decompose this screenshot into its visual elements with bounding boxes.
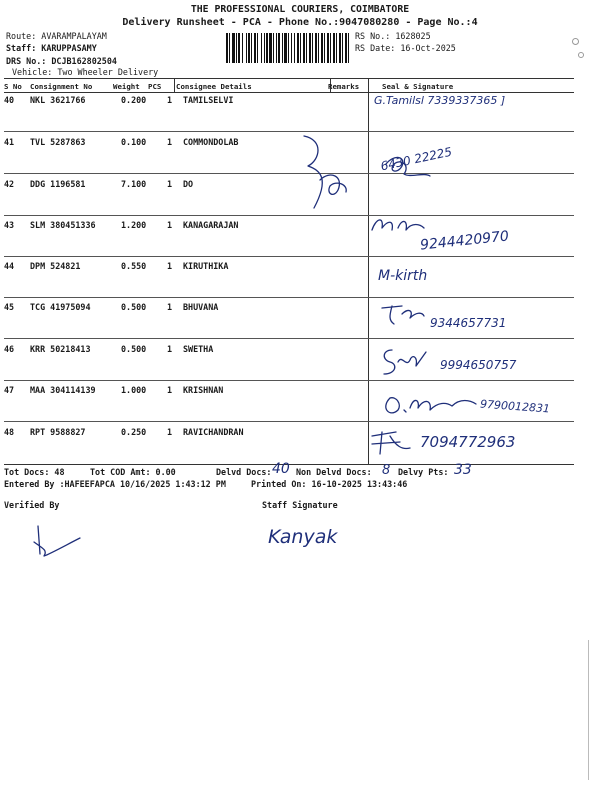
barcode: [226, 33, 350, 63]
col-header-weight: Weight: [113, 82, 140, 91]
handwritten-phone: 9790012831: [479, 397, 551, 416]
row-weight: 0.200: [121, 95, 147, 105]
row-pieces: 1: [167, 137, 173, 147]
scan-speck-icon: [572, 38, 579, 45]
vehicle-label: Vehicle: Two Wheeler Delivery: [12, 67, 159, 77]
row-serial-number: 40: [4, 95, 15, 105]
row-consignment-number: NKL 3621766: [30, 95, 86, 105]
row-serial-number: 43: [4, 220, 15, 230]
delivery-points-label: Delvy Pts:: [398, 467, 449, 477]
row-consignee-name: TAMILSELVI: [183, 95, 234, 105]
handwritten-signature-scribble: [376, 344, 436, 380]
row-consignment-number: RPT 9588827: [30, 427, 86, 437]
handwritten-remark-scribble: [290, 130, 370, 215]
row-weight: 1.200: [121, 220, 147, 230]
route-label: Route: AVARAMPALAYAM: [6, 31, 107, 41]
row-pieces: 1: [167, 179, 173, 189]
handwritten-signature-scribble: [366, 426, 416, 458]
printed-on: Printed On: 16-10-2025 13:43:46: [251, 479, 408, 489]
row-consignee-name: KIRUTHIKA: [183, 261, 229, 271]
col-header-seal-signature: Seal & Signature: [382, 82, 454, 91]
column-divider: [174, 78, 175, 92]
rs-date: RS Date: 16-Oct-2025: [355, 43, 456, 53]
row-serial-number: 48: [4, 427, 15, 437]
handwritten-signature-scribble: [368, 210, 428, 240]
row-consignee-name: RAVICHANDRAN: [183, 427, 244, 437]
handwritten-signature: M-kirth: [378, 268, 428, 284]
total-docs: Tot Docs: 48: [4, 467, 65, 477]
row-pieces: 1: [167, 427, 173, 437]
handwritten-phone: 9994650757: [440, 358, 517, 372]
scan-speck-icon: [578, 52, 584, 58]
row-weight: 0.250: [121, 427, 147, 437]
row-pieces: 1: [167, 261, 173, 271]
table-top-border: [4, 78, 574, 79]
non-delivered-docs-handwritten: 8: [382, 463, 391, 478]
row-consignee-name: DO: [183, 179, 194, 189]
table-row-separator: [4, 256, 574, 257]
table-row-separator: [4, 173, 574, 174]
row-consignee-name: KRISHNAN: [183, 385, 224, 395]
drs-number: DRS No.: DCJB162802504: [6, 56, 117, 66]
entered-by: Entered By :HAFEEFAPCA 10/16/2025 1:43:12 PM: [4, 479, 226, 489]
col-header-consignment: Consignment No: [30, 82, 93, 91]
col-header-consignee: Consignee Details: [176, 82, 252, 91]
row-serial-number: 46: [4, 344, 15, 354]
table-row-separator: [4, 380, 574, 381]
handwritten-signature: G.Tamilsl 7339337365 ]: [374, 94, 506, 107]
row-serial-number: 42: [4, 179, 15, 189]
row-consignment-number: MAA 304114139: [30, 385, 96, 395]
delivered-docs-handwritten: 40: [272, 461, 290, 477]
row-consignee-name: KANAGARAJAN: [183, 220, 239, 230]
col-header-sno: S No: [4, 82, 22, 91]
row-consignment-number: KRR 50218413: [30, 344, 91, 354]
row-consignment-number: DDG 1196581: [30, 179, 86, 189]
row-consignee-name: BHUVANA: [183, 302, 219, 312]
row-consignment-number: TVL 5287863: [30, 137, 86, 147]
row-pieces: 1: [167, 385, 173, 395]
row-consignee-name: COMMONDOLAB: [183, 137, 239, 147]
delivered-docs-label: Delvd Docs:: [216, 467, 272, 477]
row-pieces: 1: [167, 344, 173, 354]
company-title: THE PROFESSIONAL COURIERS, COIMBATORE: [190, 4, 410, 15]
row-consignment-number: SLM 380451336: [30, 220, 96, 230]
table-row-separator: [4, 297, 574, 298]
table-row-separator: [4, 215, 574, 216]
col-header-remarks: Remarks: [328, 82, 360, 91]
handwritten-phone: 9244420970: [419, 228, 510, 254]
row-serial-number: 47: [4, 385, 15, 395]
row-pieces: 1: [167, 302, 173, 312]
staff-signature-label: Staff Signature: [262, 500, 338, 510]
row-consignee-name: SWETHA: [183, 344, 214, 354]
row-weight: 0.500: [121, 302, 147, 312]
table-row-separator: [4, 131, 574, 132]
barcode-bar: [294, 33, 350, 63]
row-weight: 0.100: [121, 137, 147, 147]
staff-label: Staff: KARUPPASAMY: [6, 43, 97, 53]
staff-signature-handwritten: Kanyak: [268, 526, 338, 548]
table-header-border: [4, 92, 574, 93]
row-weight: 0.550: [121, 261, 147, 271]
row-pieces: 1: [167, 220, 173, 230]
scan-edge-line: [588, 640, 589, 780]
runsheet-subtitle: Delivery Runsheet - PCA - Phone No.:9047080280 - Page No.:4: [122, 17, 478, 28]
handwritten-signature-scribble: [380, 150, 440, 190]
row-consignment-number: TCG 41975094: [30, 302, 91, 312]
col-header-pcs: PCS: [148, 82, 162, 91]
verified-by-label: Verified By: [4, 500, 60, 510]
rs-number: RS No.: 1628025: [355, 31, 431, 41]
handwritten-phone: 7094772963: [420, 433, 516, 451]
handwritten-signature-scribble: [378, 300, 428, 328]
delivery-points-handwritten: 33: [454, 462, 472, 478]
row-weight: 7.100: [121, 179, 147, 189]
row-consignment-number: DPM 524821: [30, 261, 81, 271]
total-cod-amount: Tot COD Amt: 0.00: [90, 467, 176, 477]
row-serial-number: 41: [4, 137, 15, 147]
row-weight: 1.000: [121, 385, 147, 395]
handwritten-phone: 9344657731: [430, 316, 507, 330]
table-row-separator: [4, 338, 574, 339]
handwritten-signature-scribble: [380, 388, 490, 424]
row-pieces: 1: [167, 95, 173, 105]
non-delivered-docs-label: Non Delvd Docs:: [296, 467, 372, 477]
row-weight: 0.500: [121, 344, 147, 354]
row-serial-number: 44: [4, 261, 15, 271]
handwritten-phone: 6430 22225: [379, 144, 454, 174]
verifier-signature-scribble: [28, 522, 88, 562]
row-serial-number: 45: [4, 302, 15, 312]
